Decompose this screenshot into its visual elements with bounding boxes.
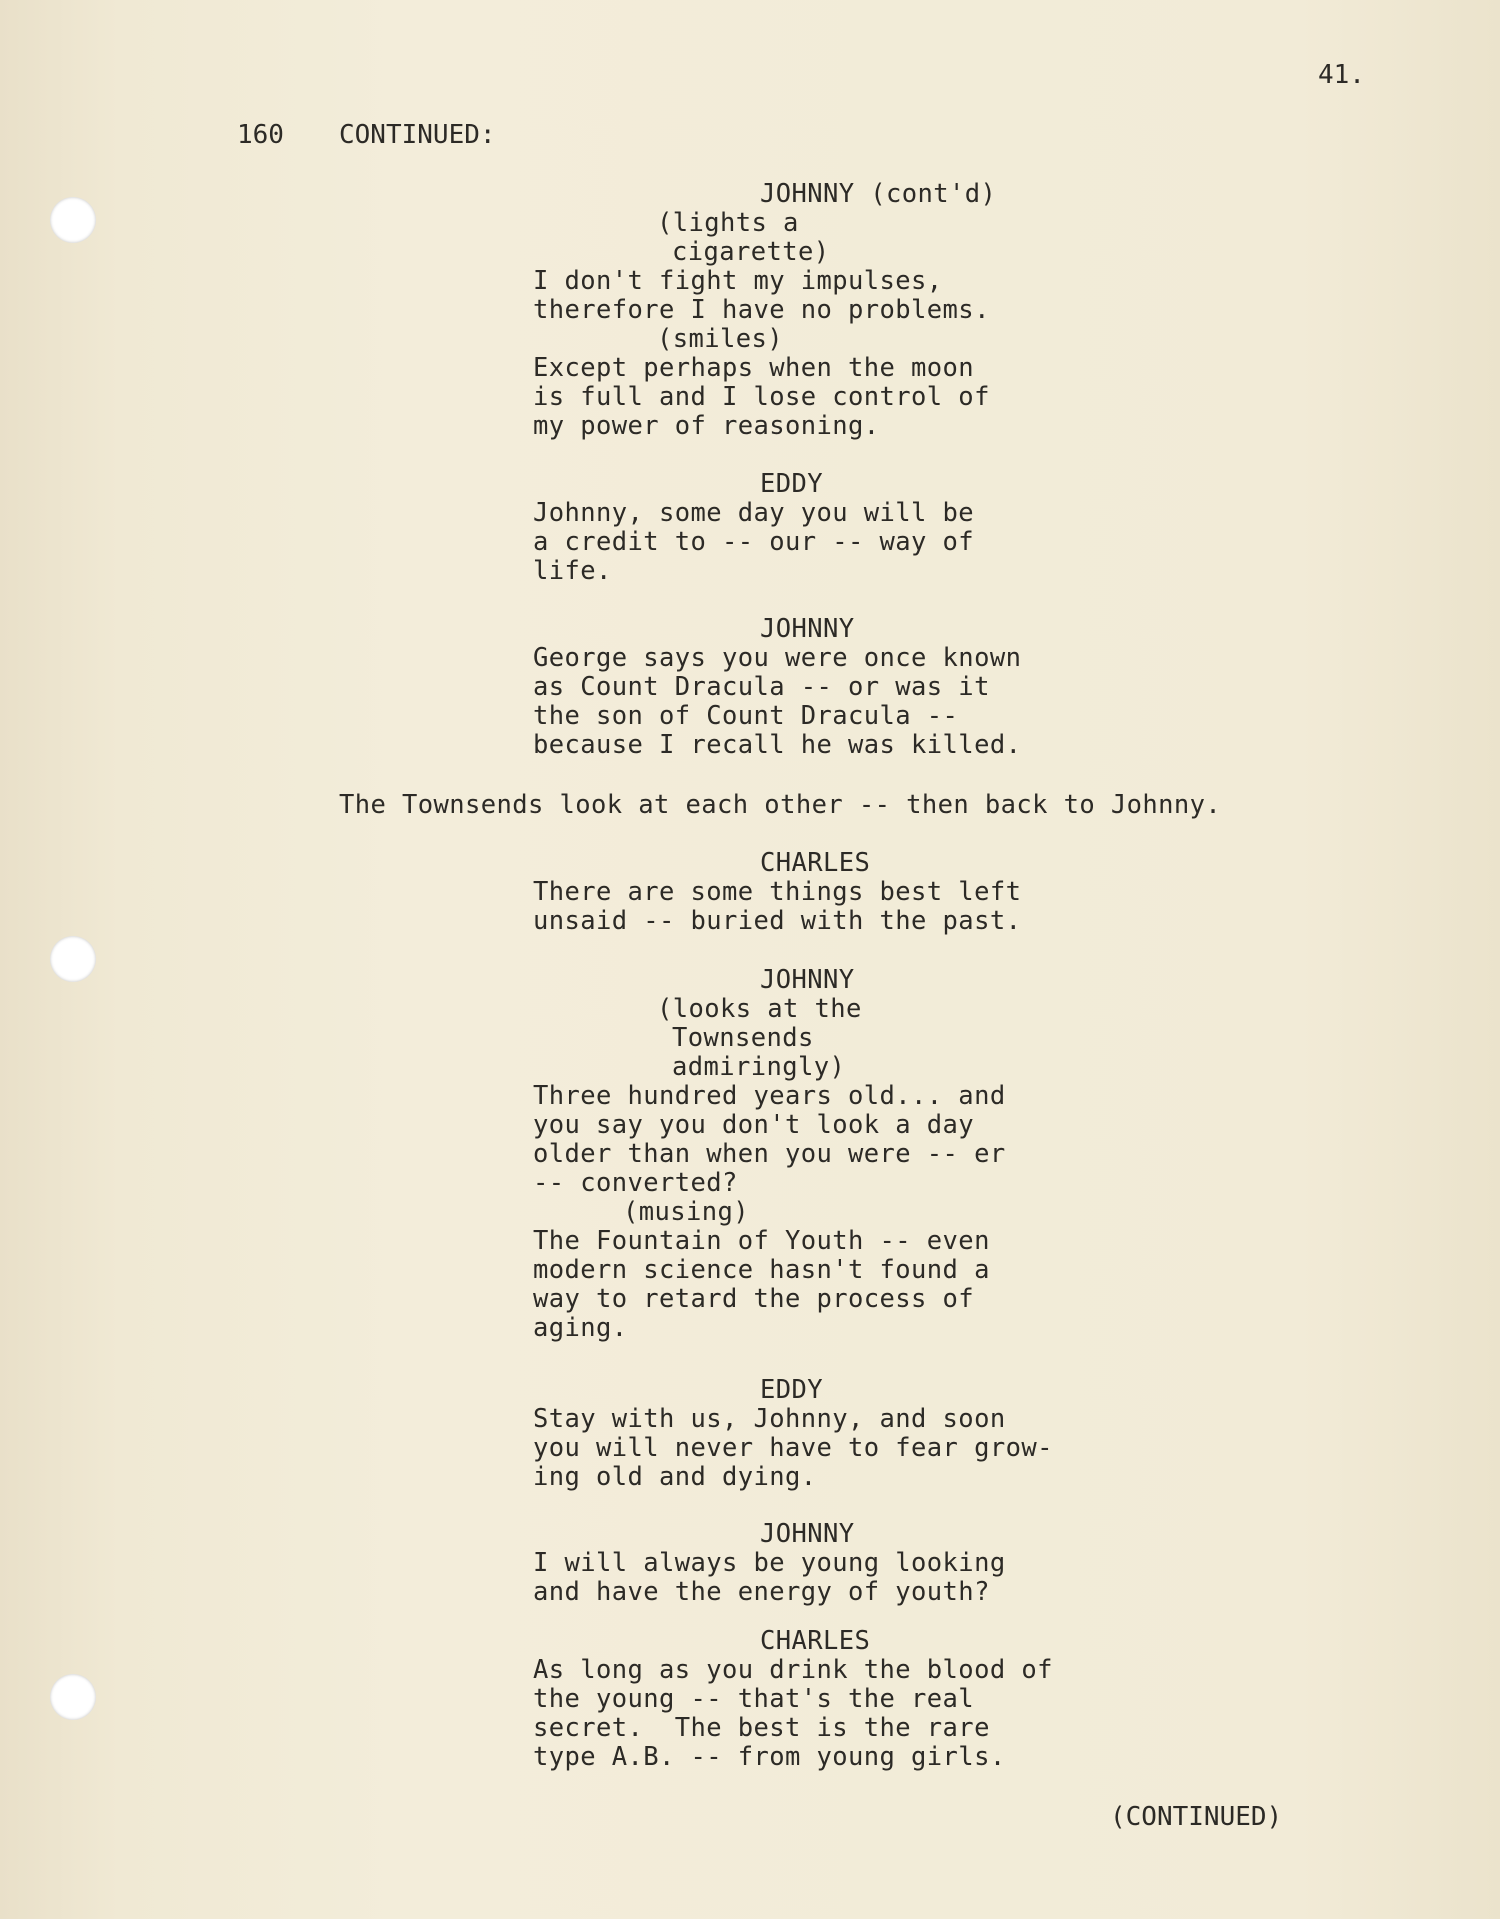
character-name: CHARLES xyxy=(760,1626,871,1656)
character-name: CHARLES xyxy=(760,848,871,878)
parenthetical: (musing) xyxy=(623,1197,750,1227)
dialogue-line: -- converted? xyxy=(533,1168,738,1198)
dialogue-line: way to retard the process of xyxy=(533,1284,975,1314)
punch-hole xyxy=(50,197,96,243)
dialogue-line: a credit to -- our -- way of xyxy=(533,527,975,557)
scene-number: 160 xyxy=(237,120,284,150)
character-name: EDDY xyxy=(760,1375,824,1405)
dialogue-line: as Count Dracula -- or was it xyxy=(533,672,990,702)
dialogue-line: modern science hasn't found a xyxy=(533,1255,990,1285)
character-name: JOHNNY xyxy=(760,965,855,995)
dialogue-line: As long as you drink the blood of xyxy=(533,1655,1053,1685)
action-line: The Townsends look at each other -- then back to Johnny. xyxy=(339,790,1222,820)
dialogue-line: unsaid -- buried with the past. xyxy=(533,906,1022,936)
parenthetical: Townsends xyxy=(672,1023,814,1053)
dialogue-line: secret. The best is the rare xyxy=(533,1713,990,1743)
parenthetical: (smiles) xyxy=(657,324,784,354)
dialogue-line: the son of Count Dracula -- xyxy=(533,701,959,731)
dialogue-line: There are some things best left xyxy=(533,877,1022,907)
dialogue-line: my power of reasoning. xyxy=(533,411,880,441)
dialogue-line: because I recall he was killed. xyxy=(533,730,1022,760)
dialogue-line: I don't fight my impulses, xyxy=(533,266,943,296)
character-name: JOHNNY xyxy=(760,1519,855,1549)
scene-heading: CONTINUED: xyxy=(339,120,496,150)
dialogue-line: type A.B. -- from young girls. xyxy=(533,1742,1006,1772)
character-name: EDDY xyxy=(760,469,824,499)
dialogue-line: I will always be young looking xyxy=(533,1548,1006,1578)
dialogue-line: you say you don't look a day xyxy=(533,1110,975,1140)
parenthetical: admiringly) xyxy=(672,1052,846,1082)
page-number: 41. xyxy=(1318,60,1365,90)
dialogue-line: Three hundred years old... and xyxy=(533,1081,1006,1111)
parenthetical: cigarette) xyxy=(672,237,830,267)
parenthetical: (lights a xyxy=(657,208,799,238)
dialogue-line: The Fountain of Youth -- even xyxy=(533,1226,990,1256)
dialogue-line: is full and I lose control of xyxy=(533,382,990,412)
dialogue-line: aging. xyxy=(533,1313,628,1343)
character-name: JOHNNY xyxy=(760,614,855,644)
punch-hole xyxy=(50,936,96,982)
dialogue-line: therefore I have no problems. xyxy=(533,295,990,325)
parenthetical: (looks at the xyxy=(657,994,862,1024)
character-name: JOHNNY (cont'd) xyxy=(760,179,997,209)
dialogue-line: ing old and dying. xyxy=(533,1462,817,1492)
dialogue-line: life. xyxy=(533,556,612,586)
dialogue-line: and have the energy of youth? xyxy=(533,1577,990,1607)
dialogue-line: Johnny, some day you will be xyxy=(533,498,975,528)
dialogue-line: the young -- that's the real xyxy=(533,1684,975,1714)
continued-footer: (CONTINUED) xyxy=(1110,1802,1283,1832)
punch-hole xyxy=(50,1674,96,1720)
dialogue-line: you will never have to fear grow- xyxy=(533,1433,1053,1463)
dialogue-line: George says you were once known xyxy=(533,643,1022,673)
dialogue-line: Except perhaps when the moon xyxy=(533,353,975,383)
dialogue-line: Stay with us, Johnny, and soon xyxy=(533,1404,1006,1434)
dialogue-line: older than when you were -- er xyxy=(533,1139,1006,1169)
